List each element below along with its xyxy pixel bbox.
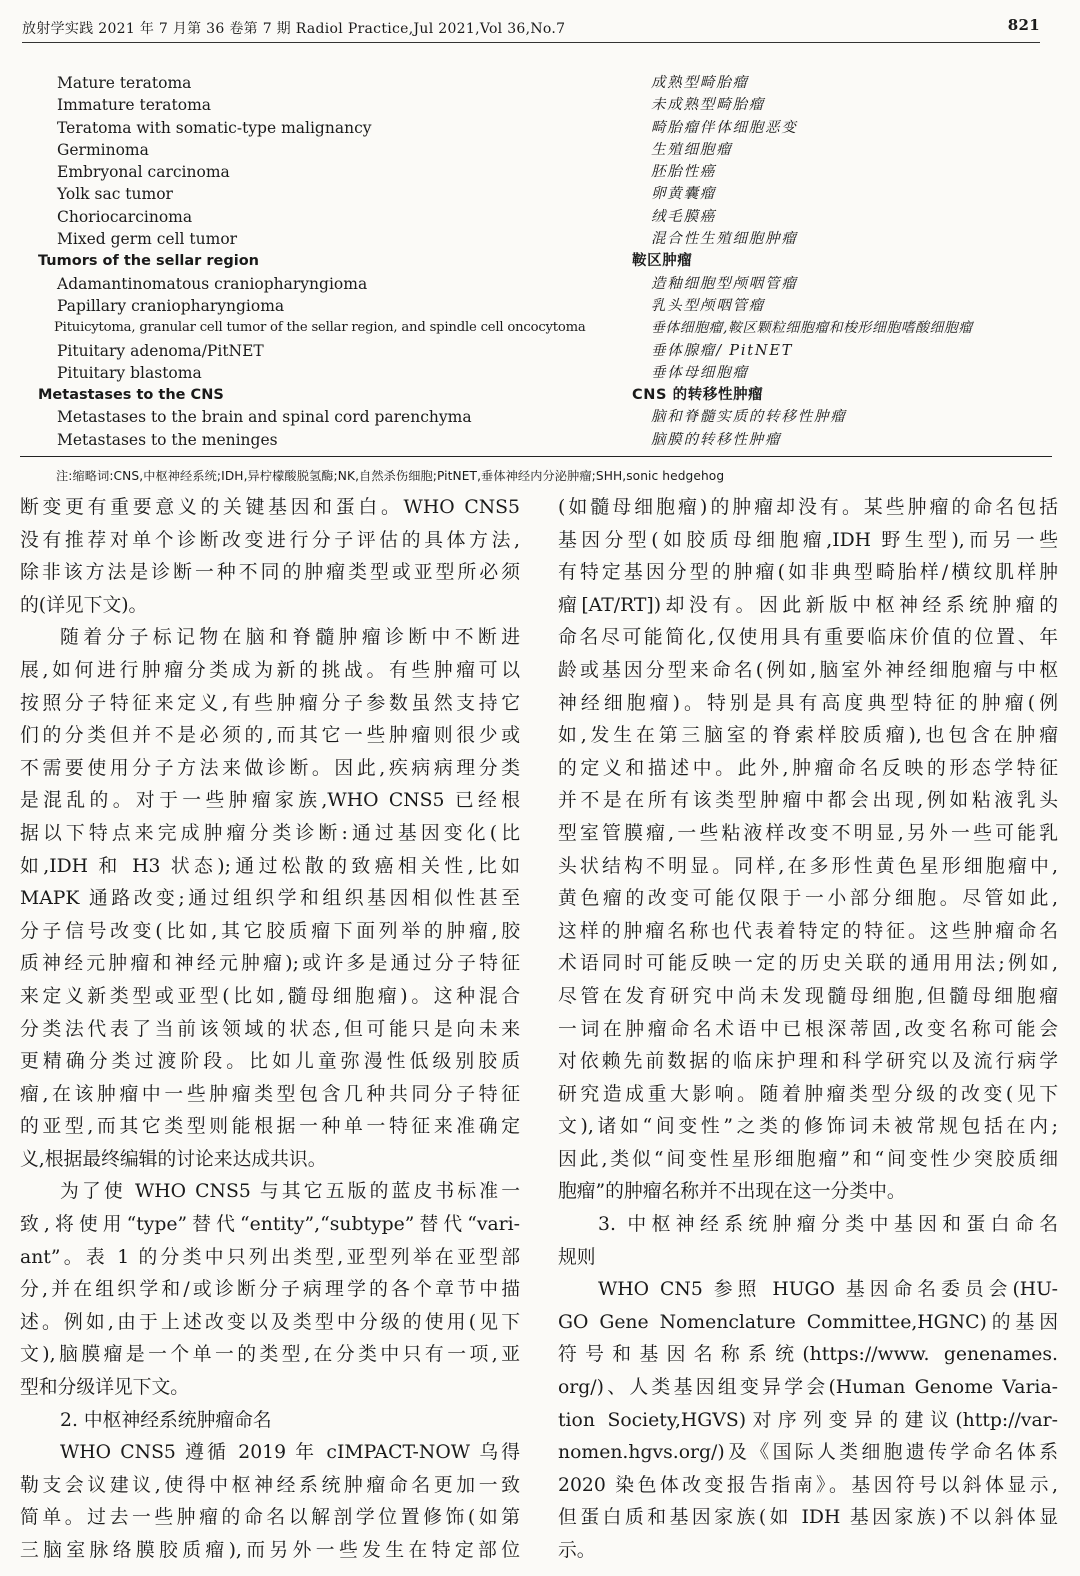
table-row [20, 406, 1060, 428]
text-line: 型室管膜瘤,一些粘液样改变不明显,另外一些可能乳 [558, 822, 1058, 844]
text-line: 一词在肿瘤命名术语中已根深蒂固,改变名称可能会 [558, 1018, 1058, 1040]
table-row [20, 139, 1060, 161]
text-line: (如髓母细胞瘤)的肿瘤却没有。某些肿瘤的命名包括 [558, 497, 1058, 518]
text-line: nomen.hgvs.org/)及《国际人类细胞遗传学命名体系 [558, 1442, 1058, 1464]
tumor-name-zh: 乳头型颅咽管瘤 [651, 297, 766, 314]
text-line: 有特定基因分型的肿瘤(如非典型畸胎样/横纹肌样肿 [558, 562, 1058, 584]
text-line: ant”。表 1 的分类中只列出类型,亚型列举在亚型部 [20, 1246, 520, 1268]
table-row [20, 183, 1060, 205]
tumor-name-en: Yolk sac tumor [57, 185, 173, 204]
tumor-name-zh: 卵黄囊瘤 [651, 186, 717, 203]
text-line: 义,根据最终编辑的讨论来达成共识。 [20, 1148, 327, 1170]
text-line: 据以下特点来完成肿瘤分类诊断:通过基因变化(比 [20, 822, 520, 844]
text-line: WHO CNS5 遵循 2019 年 cIMPACT-NOW 乌得 [60, 1442, 520, 1464]
text-line: 没有推荐对单个诊断改变进行分子评估的具体方法, [20, 529, 520, 551]
text-line: 除非该方法是诊断一种不同的肿瘤类型或亚型所必须 [20, 562, 520, 584]
text-line: 的(详见下文)。 [20, 594, 148, 616]
text-line: 术语同时可能反映一定的历史关联的通用用法;例如, [558, 953, 1058, 975]
tumor-name-zh: 脑膜的转移性肿瘤 [651, 431, 782, 448]
text-line: 2. 中枢神经系统肿瘤命名 [60, 1409, 272, 1431]
body-column-left [20, 492, 520, 1568]
table-row [20, 72, 1060, 94]
table-section-row [20, 384, 1060, 406]
table-row [20, 295, 1060, 317]
tumor-name-zh: 畸胎瘤伴体细胞恶变 [651, 119, 798, 136]
text-line: 龄或基因分型来命名(例如,脑室外神经细胞瘤与中枢 [558, 659, 1058, 681]
text-line: 不需要使用分子方法来做诊断。因此,疾病病理分类 [20, 757, 520, 779]
text-line: 符号和基因名称系统(https://www. genenames. [558, 1344, 1058, 1366]
text-line: 瘤,在该肿瘤中一些肿瘤类型包含几种共同分子特征 [20, 1083, 520, 1105]
text-line: 尽管在发育研究中尚未发现髓母细胞,但髓母细胞瘤 [558, 985, 1058, 1007]
text-line: 的定义和描述中。此外,肿瘤命名反映的形态学特征 [558, 757, 1058, 779]
text-line: 如,发生在第三脑室的脊索样胶质瘤),也包含在肿瘤 [558, 725, 1058, 747]
table-row [20, 228, 1060, 250]
text-line: 按照分子特征来定义,有些肿瘤分子参数虽然支持它 [20, 692, 520, 714]
text-line: 分,并在组织学和/或诊断分子病理学的各个章节中描 [20, 1279, 520, 1301]
tumor-name-zh: 混合性生殖细胞肿瘤 [651, 231, 798, 248]
text-line: 神经细胞瘤)。特别是具有高度典型特征的肿瘤(例 [558, 692, 1058, 714]
table-row [20, 273, 1060, 295]
text-line: 头状结构不明显。同样,在多形性黄色星形细胞瘤中, [558, 855, 1058, 877]
text-line: 三脑室脉络膜胶质瘤),而另外一些发生在特定部位 [20, 1540, 520, 1561]
tumor-name-en: Metastases to the meninges [57, 430, 278, 449]
text-line: 瘤[AT/RT])却没有。因此新版中枢神经系统肿瘤的 [558, 594, 1058, 616]
tumor-name-en: Germinoma [57, 140, 149, 159]
text-line: tion Society,HGVS)对序列变异的建议(http://var- [558, 1409, 1058, 1431]
section-heading-zh: CNS 的转移性肿瘤 [632, 387, 764, 404]
page-number: 821 [1007, 16, 1040, 34]
body-column-right [558, 492, 1058, 1568]
text-line: 3. 中枢神经系统肿瘤分类中基因和蛋白命名 [598, 1214, 1058, 1236]
table-row [20, 362, 1060, 384]
text-line: 质神经元肿瘤和神经元肿瘤);或许多是通过分子特征 [20, 953, 520, 975]
tumor-name-en: Embryonal carcinoma [57, 163, 230, 182]
text-line: 来定义新类型或亚型(比如,髓母细胞瘤)。这种混合 [20, 985, 520, 1007]
text-line: 简单。过去一些肿瘤的命名以解剖学位置修饰(如第 [20, 1507, 520, 1529]
text-line: 随着分子标记物在脑和脊髓肿瘤诊断中不断进 [60, 627, 520, 649]
text-line: 断变更有重要意义的关键基因和蛋白。WHO CNS5 [20, 497, 520, 518]
tumor-name-en: Pituitary blastoma [57, 363, 202, 382]
text-line: 2020 染色体改变报告指南》。基因符号以斜体显示, [558, 1474, 1058, 1496]
tumor-name-en: Adamantinomatous craniopharyngioma [57, 274, 368, 293]
text-line: WHO CN5 参照 HUGO 基因命名委员会(HU- [598, 1279, 1058, 1301]
tumor-name-zh: 垂体腺瘤/ PitNET [651, 342, 794, 359]
tumor-name-en: Choriocarcinoma [57, 207, 193, 226]
table-row [20, 340, 1060, 362]
table-footnote: 注:缩略词:CNS,中枢神经系统;IDH,异柠檬酸脱氢酶;NK,自然杀伤细胞;PitNET,垂体神经内分泌肿瘤;SHH,sonic hedgehog [56, 469, 725, 483]
section-heading-zh: 鞍区肿瘤 [632, 253, 693, 270]
table-row [20, 317, 1060, 339]
tumor-name-en: Papillary craniopharyngioma [57, 296, 285, 315]
table-row [20, 206, 1060, 228]
text-line: 们的分类但并不是必须的,而其它一些肿瘤则很少或 [20, 725, 520, 747]
tumor-name-en: Teratoma with somatic-type malignancy [57, 118, 372, 137]
section-heading-en: Metastases to the CNS [38, 387, 224, 404]
text-line: 为了使 WHO CNS5 与其它五版的蓝皮书标准一 [60, 1181, 520, 1203]
text-line: 并不是在所有该类型肿瘤中都会出现,例如粘液乳头 [558, 790, 1058, 812]
tumor-name-en: Metastases to the brain and spinal cord parenchyma [57, 408, 472, 427]
text-line: 述。例如,由于上述改变以及类型中分级的使用(见下 [20, 1311, 520, 1333]
text-line: 黄色瘤的改变可能仅限于一小部分细胞。尽管如此, [558, 888, 1058, 910]
classification-table [20, 72, 1060, 451]
table-bottom-rule [20, 456, 1052, 457]
text-line: 更精确分类过渡阶段。比如儿童弥漫性低级别胶质 [20, 1051, 520, 1073]
text-line: 勒支会议建议,使得中枢神经系统肿瘤命名更加一致 [20, 1474, 520, 1496]
tumor-name-en: Mature teratoma [57, 74, 192, 92]
text-line: 分类法代表了当前该领域的状态,但可能只是向未来 [20, 1018, 520, 1040]
tumor-name-zh: 未成熟型畸胎瘤 [651, 97, 766, 114]
text-line: 文),诸如“间变性”之类的修饰词未被常规包括在内; [558, 1116, 1058, 1138]
tumor-name-en: Immature teratoma [57, 96, 212, 115]
text-line: 如,IDH 和 H3 状态);通过松散的致癌相关性,比如 [20, 855, 520, 877]
text-line: 分子信号改变(比如,其它胶质瘤下面列举的肿瘤,胶 [20, 920, 520, 942]
tumor-name-zh: 造釉细胞型颅咽管瘤 [651, 275, 798, 292]
text-line: org/)、人类基因组变异学会(Human Genome Varia- [558, 1377, 1058, 1399]
text-line: 规则 [558, 1246, 596, 1268]
tumor-name-zh: 垂体细胞瘤,鞍区颗粒细胞瘤和梭形细胞嗜酸细胞瘤 [651, 320, 973, 337]
text-line: 基因分型(如胶质母细胞瘤,IDH 野生型),而另一些 [558, 529, 1058, 551]
table-row [20, 161, 1060, 183]
text-line: 胞瘤”的肿瘤名称并不出现在这一分类中。 [558, 1181, 906, 1203]
table-row [20, 117, 1060, 139]
tumor-name-en: Pituitary adenoma/PitNET [57, 341, 264, 360]
text-line: 命名尽可能简化,仅使用具有重要临床价值的位置、年 [558, 627, 1058, 649]
text-line: 对依赖先前数据的临床护理和科学研究以及流行病学 [558, 1051, 1058, 1073]
text-line: 这样的肿瘤名称也代表着特定的特征。这些肿瘤命名 [558, 920, 1058, 942]
text-line: 的亚型,而其它类型则能根据一种单一特征来准确定 [20, 1116, 520, 1138]
tumor-name-zh: 脑和脊髓实质的转移性肿瘤 [651, 409, 847, 426]
text-line: 因此,类似“间变性星形细胞瘤”和“间变性少突胶质细 [558, 1148, 1058, 1170]
text-line: 是混乱的。对于一些肿瘤家族,WHO CNS5 已经根 [20, 790, 520, 812]
text-line: 研究造成重大影响。随着肿瘤类型分级的改变(见下 [558, 1083, 1058, 1105]
section-heading-en: Tumors of the sellar region [38, 253, 259, 270]
tumor-name-en: Mixed germ cell tumor [57, 230, 238, 249]
text-line: 致,将使用“type”替代“entity”,“subtype”替代“vari- [20, 1214, 520, 1236]
tumor-name-en: Pituicytoma, granular cell tumor of the sellar region, and spindle cell oncocytoma [54, 320, 586, 336]
text-line: 但蛋白质和基因家族(如 IDH 基因家族)不以斜体显 [558, 1507, 1058, 1529]
journal-running-title: 放射学实践 2021 年 7 月第 36 卷第 7 期 Radiol Practice,Jul 2021,Vol 36,No.7 [22, 21, 566, 37]
tumor-name-zh: 垂体母细胞瘤 [651, 364, 749, 381]
tumor-name-zh: 生殖细胞瘤 [651, 141, 733, 158]
text-line: 文),脑膜瘤是一个单一的类型,在分类中只有一项,亚 [20, 1344, 520, 1366]
text-line: 示。 [558, 1540, 596, 1561]
tumor-name-zh: 绒毛膜癌 [651, 208, 717, 225]
tumor-name-zh: 成熟型畸胎瘤 [651, 75, 749, 91]
text-line: MAPK 通路改变;通过组织学和组织基因相似性甚至 [20, 888, 520, 910]
tumor-name-zh: 胚胎性癌 [651, 164, 717, 181]
table-row [20, 94, 1060, 116]
table-section-row [20, 250, 1060, 272]
text-line: 型和分级详见下文。 [20, 1377, 190, 1399]
table-row [20, 429, 1060, 451]
text-line: GO Gene Nomenclature Committee,HGNC)的基因 [558, 1311, 1058, 1333]
running-header [22, 14, 1040, 43]
text-line: 展,如何进行肿瘤分类成为新的挑战。有些肿瘤可以 [20, 659, 520, 681]
